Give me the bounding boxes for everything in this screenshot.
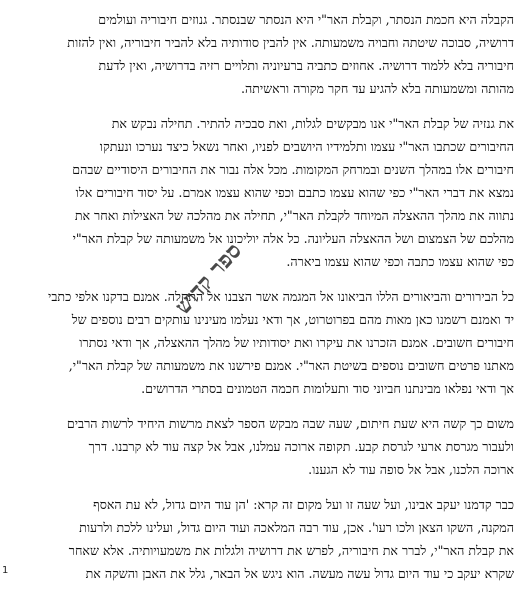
text-line: חיבורים אלו במהלך השנים ובמרחק המקומות. מכל אלה נבור את החיבורים היסודיים שבהם <box>72 162 514 177</box>
stamp-text: ספר קדוש <box>169 237 248 320</box>
text-line: מהלכם של הצמצום ושל ההאצלה העליונה. כל אלה יוליכונו אל משמעותה של קבלת האר"י <box>72 231 514 246</box>
text-line: הקבלה היא חכמת הנסתר, וקבלת האר"י היא הנסתר שבנסתר. גנוזים חיבוריה ועולמים <box>98 12 514 27</box>
text-line: המקנה, השקו הצאן ולכו רעו'. אכן, עוד רבה המלאכה ועוד היום גדול, ועלינו ללכת ולרעות <box>79 520 514 535</box>
text-line: דרושיה, סבוכה שיטתה וחבויה משמעותה. אין להבין סודותיה בלא להביר חיבוריה, ואין להזות <box>67 35 514 50</box>
text-line: נמצא את דברי האר"י כפי שהוא עצמו כתבם וכפי שהוא עצמו אמרם. על יסוד חיבורים אלו <box>75 185 514 200</box>
paragraph <box>14 112 514 273</box>
paragraph <box>14 412 514 481</box>
text-line: כל הבירורים והביאורים הללו הביאונו אל המגמה אשר הצבנו אל התחלה. אמנם בדקנו אלפי כתבי <box>48 289 514 304</box>
text-line: החיבורים שכתבו האר"י עצמו ותלמידיו היושבים לפניו, ואחר נשאל כיצד נערכו ונעתקו <box>99 139 514 154</box>
text-line: את קבלת האר"י, לברר את חיבוריה, לפרש את דרושיה ולגלות את משמעויותיה. אלא שאחר <box>68 543 514 558</box>
paragraph <box>14 493 514 585</box>
text-line: אך ודאי נפלאו מבינתנו חביוני סוד ותעלומות חכמה הטמונים בסתרי הדרושים. <box>141 381 514 396</box>
text-line: נתווה את מהלך ההאצלה המיוחד לקבלת האר"י, תחילה את מהלכה של האצילות ואחר את <box>74 208 514 223</box>
text-line: ולעבור מגרסת ארעי לגרסת קבע. תקופה ארוכה עמלנו, אבל אל קצה עוד לא קרבנו. דרך <box>88 439 514 454</box>
document-body <box>14 8 514 597</box>
text-line: מאתנו פרטים חשובים נוספים בשיטת האר"י. אמנם פירשנו את משמעותה של קבלת האר"י, <box>68 358 514 373</box>
paragraph <box>14 285 514 400</box>
page-number: 1 <box>2 565 9 576</box>
text-line: חיבורים חשובים. אמנם הזכרנו את עיקרו ואת יסודותיו של מהלך ההאצלה, אך ודאי נסתרו <box>79 335 514 350</box>
paragraph <box>14 8 514 100</box>
text-line: את גנזיה של קבלת האר"י אנו מבקשים לגלות, ואת סבכיה להתיר. תחילה נבקש את <box>111 116 514 131</box>
text-line: משום כך קשה היא שעת חיתום, שעה שבה מבקש הספר לצאת מרשות היחיד לרשות הרבים <box>66 416 514 431</box>
text-line: כבר קדמנו יעקב אבינו, ועל שעה זו ועל מקום זה קרא: 'הן עוד היום גדול, לא עת האסף <box>93 497 514 512</box>
text-line: כפי שהוא עצמו כתבה וכפי שהוא עצמו ביארה. <box>286 254 514 269</box>
text-line: חיבוריה בלא ללמוד דרושיה. אחוזים כתביה ברעיוניה ותלויים רזיה בדרושיה, ואין לדעת <box>98 58 514 73</box>
text-line: שקרא יעקב כי עוד היום גדול עשה מעשה. הוא ניגש אל הבאר, גלל את האבן והשקה את <box>85 566 514 581</box>
text-line: מהותה ומשמעותה בלא להגיע עד חקר מקורה וראשיתה. <box>241 81 514 96</box>
text-line: יד ואמנם רשמנו כאן מאות מהם בפרוטרוט, אך ודאי נעלמו מעינינו עותקים רבים נוספים של <box>71 312 514 327</box>
text-line: ארוכה הלכנו, אבל אל סופה עוד לא הגענו. <box>308 462 514 477</box>
